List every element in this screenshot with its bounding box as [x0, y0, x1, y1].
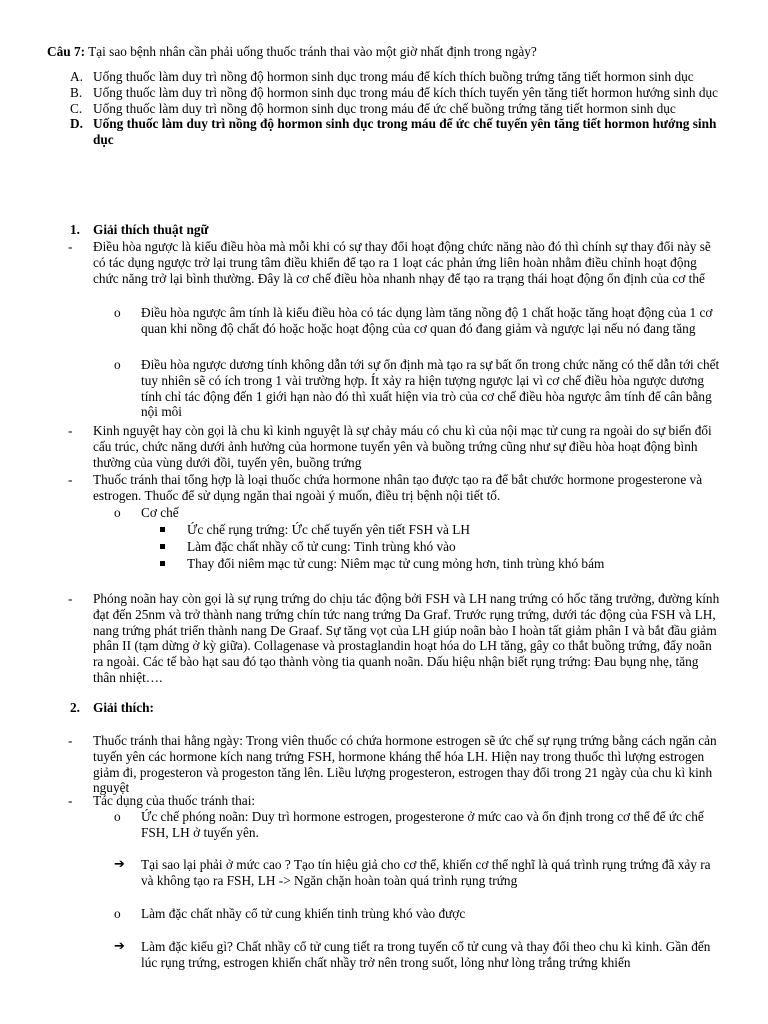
list-item [68, 239, 724, 286]
choice-marker: B. [70, 84, 83, 100]
square-bullet [160, 544, 165, 549]
list-item [68, 793, 724, 809]
section-2-heading [70, 700, 154, 716]
choice-text: Uống thuốc làm duy trì nồng độ hormon sinh dục trong máu để ức chế tuyến yên tăng tiết hormon hướng sinh dục [93, 116, 717, 148]
dash-bullet: - [68, 472, 73, 487]
section-number: 2. [70, 700, 80, 715]
section-number: 1. [70, 222, 80, 237]
choice-b [70, 85, 730, 101]
choice-marker: A. [70, 69, 83, 84]
sub-list-item [114, 906, 726, 922]
question-label: Câu 7: [47, 44, 86, 59]
circle-bullet: o [114, 305, 121, 320]
square-bullet [160, 561, 165, 566]
list-item-text: Thuốc tránh thai hằng ngày: Trong viên thuốc có chứa hormone estrogen sẽ ức chế sự rụng trứng bằng cách ngăn cản tuyến yên các hormone kích nang trứng FSH, hormone kháng thể hóa LH. Hiện nay trong thuốc thì lượng estrogen giảm đi, progesteron và progeston tăng lên. Liều lượng progesteron, estrogen thay đổi trong 21 ngày của chu kì kinh nguyệt [93, 733, 717, 796]
choice-marker: D. [70, 116, 83, 132]
sub-list-item [114, 809, 726, 841]
list-item [68, 472, 724, 504]
list-item-text: Kinh nguyệt hay còn gọi là chu kì kinh nguyệt là sự chảy máu có chu kì của nội mạc tử cung ra ngoài do sự biến đổi cấu trúc, chức năng dưới ảnh hưởng của hormone tuyến yên và buồng trứng cũng như sự điều hòa hoạt động bình thường của vùng dưới đồi, tuyến yên, buồng trứng [93, 423, 712, 470]
sub-list-item [114, 505, 726, 521]
dash-bullet: - [68, 239, 73, 254]
dash-bullet: - [68, 793, 73, 808]
arrow-list-item [114, 939, 726, 971]
list-item-text: Điều hòa ngược là kiểu điều hòa mà mỗi khi có sự thay đổi hoạt động chức năng nào đó thì chính sự thay đổi này sẽ có tác dụng ngược trở lại trung tâm điều khiển để tạo ra 1 loạt các phản ứng liên hoàn nhằm điều chỉnh hoạt động chức năng trở lại bình thường. Đây là cơ chế điều hòa nhanh nhạy để tạo ra trạng thái hoạt động ổn định của cơ thể [93, 239, 711, 286]
list-item [68, 591, 724, 686]
choice-marker: C. [70, 100, 83, 116]
dash-bullet: - [68, 423, 73, 438]
sub-list-item-text: Ức chế phóng noãn: Duy trì hormone estrogen, progesterone ở mức cao và ổn định trong cơ thể để ức chế FSH, LH ở tuyến yên. [141, 809, 704, 840]
answer-choices [70, 69, 730, 148]
dash-bullet: - [68, 733, 73, 748]
arrow-list-item [114, 857, 726, 889]
question-text: Tại sao bệnh nhân cần phải uống thuốc tránh thai vào một giờ nhất định trong ngày? [85, 44, 537, 59]
circle-bullet: o [114, 809, 121, 824]
sub-list-item-text: Làm đặc chất nhầy cổ tử cung khiến tinh trùng khó vào được [141, 906, 466, 921]
sub-list-item [114, 305, 726, 337]
right-arrow-icon: ➔ [114, 939, 125, 954]
arrow-list-item-text: Tại sao lại phải ở mức cao ? Tạo tín hiệu giả cho cơ thể, khiến cơ thể nghĩ là quá trình rụng trứng đã xảy ra và không tạo ra FSH, LH -> Ngăn chặn hoàn toàn quá trình rụng trứng [141, 857, 711, 888]
list-item-text: Phóng noãn hay còn gọi là sự rụng trứng do chịu tác động bởi FSH và LH nang trứng có hốc tăng trưởng, đường kính đạt đến 25nm và trở thành nang trứng chín tức nang trứng Da Graf. Trước rụng trứng, dưới tác động của FSH và LH, nang trứng phát triển thành nang De Graaf. Sự tăng vọt của LH giúp noãn bào I hoàn tất giảm phân I và bắt đầu giảm phân II (tạm dừng ở kỳ giữa). Collagenase và prostaglandin hoạt hóa do LH tăng, gây co thắt buồng trứng, đẩy noãn ra ngoài. Các tế bào hạt sau đó tạo thành vòng tia quanh noãn. Dấu hiệu nhận biết rụng trứng: Đau bụng nhẹ, tăng thân nhiệt…. [93, 591, 720, 685]
dash-bullet: - [68, 591, 73, 606]
sub-list-item-text: Cơ chế [141, 505, 179, 520]
sub-sub-list-item-text: Thay đổi niêm mạc tử cung: Niêm mạc tử cung mỏng hơn, tinh trùng khó bám [187, 556, 605, 571]
square-bullet [160, 527, 165, 532]
right-arrow-icon: ➔ [114, 857, 125, 872]
question-title [47, 44, 727, 60]
circle-bullet: o [114, 357, 121, 372]
sub-list-item [114, 357, 726, 420]
sub-sub-list-item [160, 556, 720, 572]
choice-a [70, 69, 730, 85]
list-item-text: Tác dụng của thuốc tránh thai: [93, 793, 256, 808]
list-item [68, 733, 724, 796]
list-item-text: Thuốc tránh thai tổng hợp là loại thuốc chứa hormone nhân tạo được tạo ra để bắt chước hormone progesterone và estrogen. Thuốc để sử dụng ngăn thai ngoài ý muốn, điều trị bệnh nội tiết tố. [93, 472, 703, 503]
circle-bullet: o [114, 906, 121, 921]
sub-sub-list-item [160, 539, 720, 555]
sub-sub-list-item-text: Ức chế rụng trứng: Ức chế tuyến yên tiết FSH và LH [187, 522, 470, 537]
sub-sub-list-item-text: Làm đặc chất nhầy cổ tử cung: Tinh trùng khó vào [187, 539, 456, 554]
choice-text: Uống thuốc làm duy trì nồng độ hormon sinh dục trong máu để kích thích buồng trứng tăng tiết hormon sinh dục [93, 69, 694, 84]
choice-d-correct [70, 116, 730, 148]
section-title: Giải thích thuật ngữ [93, 222, 209, 237]
sub-sub-list-item [160, 522, 720, 538]
choice-text: Uống thuốc làm duy trì nồng độ hormon sinh dục trong máu để ức chế buồng trứng tăng tiết hormon sinh dục [93, 100, 676, 116]
list-item [68, 423, 724, 470]
sub-list-item-text: Điều hòa ngược âm tính là kiểu điều hòa có tác dụng làm tăng nồng độ 1 chất hoặc tăng hoạt động của 1 cơ quan khi nồng độ chất đó hoặc hoặc hoạt động của cơ quan đó đang giảm và ngược lại nếu nó đang tăng [141, 305, 713, 336]
arrow-list-item-text: Làm đặc kiểu gì? Chất nhầy cổ tử cung tiết ra trong tuyến cổ tử cung và thay đổi theo chu kì kinh. Gần đến lúc rụng trứng, estrogen khiến chất nhầy trở nên trong suốt, lỏng như lòng trắng trứng khiến [141, 939, 711, 970]
circle-bullet: o [114, 505, 121, 520]
choice-c [70, 101, 730, 117]
sub-list-item-text: Điều hòa ngược dương tính không dẫn tới sự ổn định mà tạo ra sự bất ổn trong chức năng có thể dẫn tới chết tuy nhiên sẽ có ích trong 1 vài trường hợp. Ít xảy ra hiện tượng ngược lại vì cơ chế điều hòa ngược dương tính chỉ tác động đến 1 giới hạn nào đó thì xuất hiện via trò của cơ chế điều hòa ngược âm tính để cân bằng nội môi [141, 357, 720, 420]
section-1-heading [70, 222, 208, 238]
section-title: Giải thích: [93, 700, 154, 715]
choice-text: Uống thuốc làm duy trì nồng độ hormon sinh dục trong máu để kích thích tuyến yên tăng tiết hormon hướng sinh dục [93, 84, 719, 100]
